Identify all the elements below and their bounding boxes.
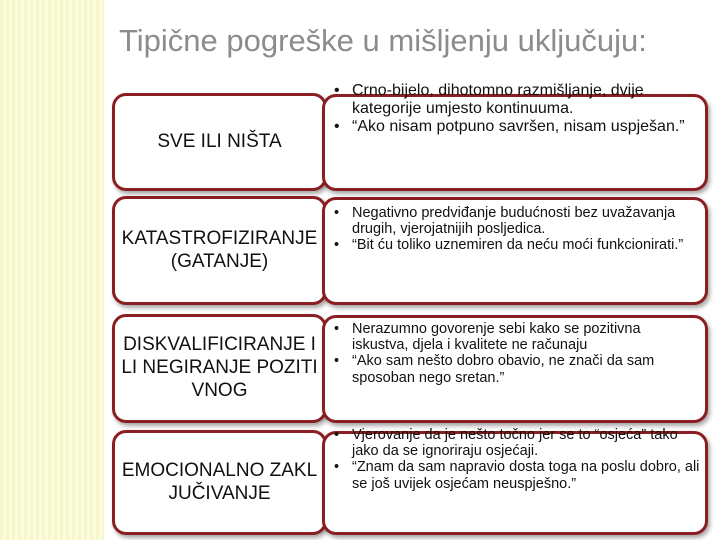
description-item: • Crno-bijelo, dihotomno razmišljanje, dvije kategorije umjesto kontinuuma. [334,82,644,117]
label-catastrophizing: KATASTROFIZIRANJE (GATANJE) [121,227,318,272]
description-item: • “Bit ću toliko uznemiren da neću moći funkcionirati.” [334,237,684,254]
label-all-or-nothing: SVE ILI NIŠTA [157,130,282,152]
bullet-icon: • [334,427,340,443]
bullet-icon: • [334,353,340,370]
label-box-all-or-nothing [112,93,327,191]
label-box-disqualifying-positive [112,314,327,423]
description-list-emotional-reasoning [330,427,700,492]
bullet-icon: • [334,237,340,254]
decorative-stripe-band [0,0,104,540]
description-item: • “Ako nisam potpuno savršen, nisam uspješan.” [334,117,685,135]
slide-title: Tipične pogreške u mišljenju uključuju: [119,23,647,58]
bullet-icon: • [334,117,340,135]
description-item: • “Znam da sam napravio dosta toga na poslu dobro, ali se još uvijek osjećam neuspješno.” [334,459,700,492]
bullet-icon: • [334,82,340,99]
bullet-icon: • [334,205,340,221]
description-list-all-or-nothing [330,82,700,136]
description-item: • “Ako sam nešto dobro obavio, ne znači da sam sposoban nego sretan.” [334,353,655,386]
bullet-icon: • [334,321,340,337]
label-box-emotional-reasoning [112,430,327,535]
description-list-catastrophizing [330,205,700,254]
description-item: • Nerazumno govorenje sebi kako se pozitivna iskustva, djela i kvalitete ne računaju [334,321,641,354]
label-emotional-reasoning: EMOCIONALNO ZAKLJUČIVANJE [121,459,318,504]
description-item: • Vjerovanje da je nešto točno jer se to “osjeća” tako jako da se ignoriraju osjećaji. [334,427,678,460]
label-disqualifying-positive: DISKVALIFICIRANJE ILI NEGIRANJE POZITIVNOG [121,334,318,401]
label-box-catastrophizing [112,196,327,305]
description-item: • Negativno predviđanje budućnosti bez uvažavanja drugih, vjerojatnijih posljedica. [334,205,676,238]
description-list-disqualifying-positive [330,321,700,386]
bullet-icon: • [334,459,340,476]
